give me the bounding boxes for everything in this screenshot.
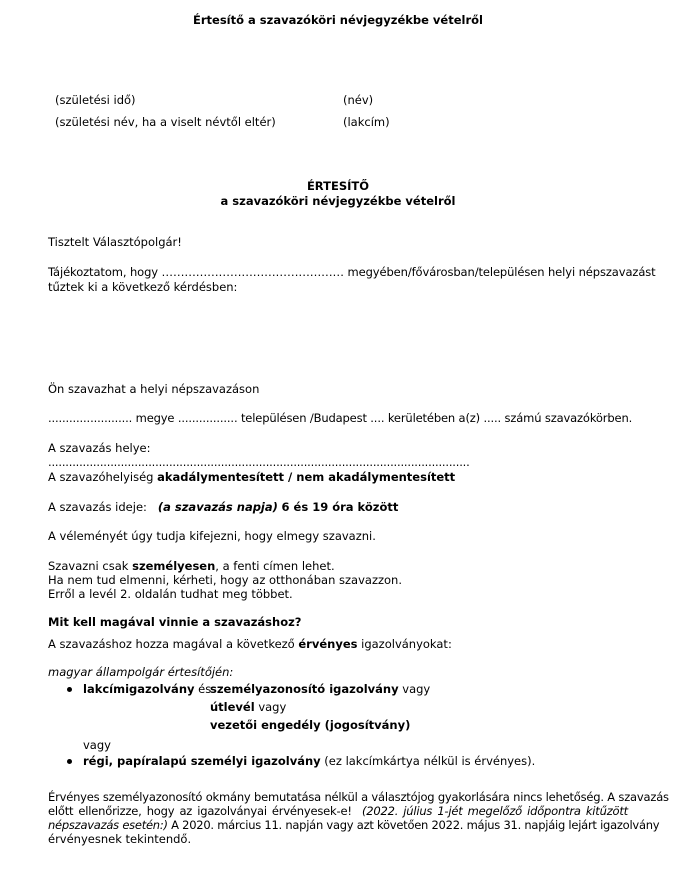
bring-suffix: igazolványokat: (357, 637, 452, 651)
final-line-3 (48, 818, 659, 832)
opinion-text: A véleményét úgy tudja kifejezni, hogy elmegy szavazni. (48, 529, 376, 543)
id-or-2: vagy (254, 700, 287, 714)
voting-day: (a szavazás napja) (157, 500, 278, 514)
hungarian-notice: magyar állampolgár értesítőjén: (48, 665, 234, 679)
id-item-1-c (210, 700, 286, 714)
polling-location-line: ........................ megye ................. településen /Budapest .... kerületében a(z) ..... számú szavazókörben. (48, 411, 633, 425)
id-or-1: vagy (398, 682, 431, 696)
page-two-text: Erről a levél 2. oldalán tudhat meg többet. (48, 587, 293, 601)
id-identity-card: személyazonosító igazolvány (210, 682, 399, 696)
id-passport: útlevél (210, 700, 255, 714)
voting-place-label: A szavazás helye: (48, 441, 151, 455)
voting-time-line (48, 500, 398, 514)
greeting: Tisztelt Választópolgár! (48, 235, 182, 249)
birth-name-label: (születési név, ha a viselt névtől eltér) (55, 115, 276, 129)
id-item-2 (83, 754, 535, 768)
or-word: vagy (83, 738, 111, 752)
id-item-1 (83, 682, 211, 696)
personal-voting-line (48, 559, 335, 573)
voting-hours: 6 és 19 óra között (281, 500, 399, 514)
final-line-2 (48, 804, 628, 818)
info-line-1: Tájékoztatom, hogy ………………………………………… megyében/fővárosban/településen helyi népszavazást (48, 265, 656, 279)
accessibility-value: akadálymentesített / nem akadálymentesített (157, 470, 456, 484)
bring-heading: Mit kell magával vinnie a szavazáshoz? (48, 615, 302, 629)
bring-prefix: A szavazáshoz hozza magával a következő (48, 637, 299, 651)
address-label: (lakcím) (343, 115, 390, 129)
id-address-card: lakcímigazolvány (83, 682, 195, 696)
accessibility-prefix: A szavazóhelyiség (48, 470, 158, 484)
voting-time-label: A szavazás ideje: (48, 500, 147, 514)
name-label: (név) (343, 93, 374, 107)
accessibility-line (48, 470, 455, 484)
id-item-1-b (210, 682, 430, 696)
final-line-3-text: A 2020. március 11. napján vagy azt követően 2022. május 31. napjáig lejárt igazolvány (167, 818, 660, 832)
voting-place-dots: .......................................................................................................................... (48, 455, 470, 469)
final-line-4: érvényesnek tekintendő. (48, 832, 192, 846)
id-driving-licence: vezetői engedély (jogosítvány) (210, 718, 411, 732)
bring-intro (48, 637, 452, 651)
page-header: Értesítő a szavazóköri névjegyzékbe vételről (193, 13, 483, 27)
bullet-icon (67, 687, 72, 692)
id-old-card-note: (ez lakcímkártya nélkül is érvényes). (320, 754, 536, 768)
document-subtitle: a szavazóköri névjegyzékbe vételről (220, 194, 456, 208)
id-old-card: régi, papíralapú személyi igazolvány (83, 754, 321, 768)
final-line-3-italic: népszavazás esetén:) (48, 818, 168, 832)
personal-bold: személyesen (132, 559, 216, 573)
bullet-icon (67, 759, 72, 764)
document-title: ÉRTESÍTŐ (306, 179, 370, 193)
personal-suffix: , a fenti címen lehet. (215, 559, 335, 573)
final-line-2-italic: (2022. július 1-jét megelőző időpontra kitűzött (361, 804, 628, 818)
birth-date-label: (születési idő) (55, 93, 136, 107)
final-line-2-text: előtt ellenőrizze, hogy az igazolványai érvényesek-e! (48, 804, 352, 818)
home-vote-text: Ha nem tud elmenni, kérheti, hogy az otthonában szavazzon. (48, 573, 402, 587)
final-line-1: Érvényes személyazonosító okmány bemutatása nélkül a választójog gyakorlására nincs lehetőség. A szavazás (48, 790, 669, 804)
info-line-2: tűztek ki a következő kérdésben: (48, 280, 238, 294)
id-and: és (194, 682, 212, 696)
vote-here-text: Ön szavazhat a helyi népszavazáson (48, 382, 260, 396)
bring-bold: érvényes (298, 637, 358, 651)
personal-prefix: Szavazni csak (48, 559, 133, 573)
